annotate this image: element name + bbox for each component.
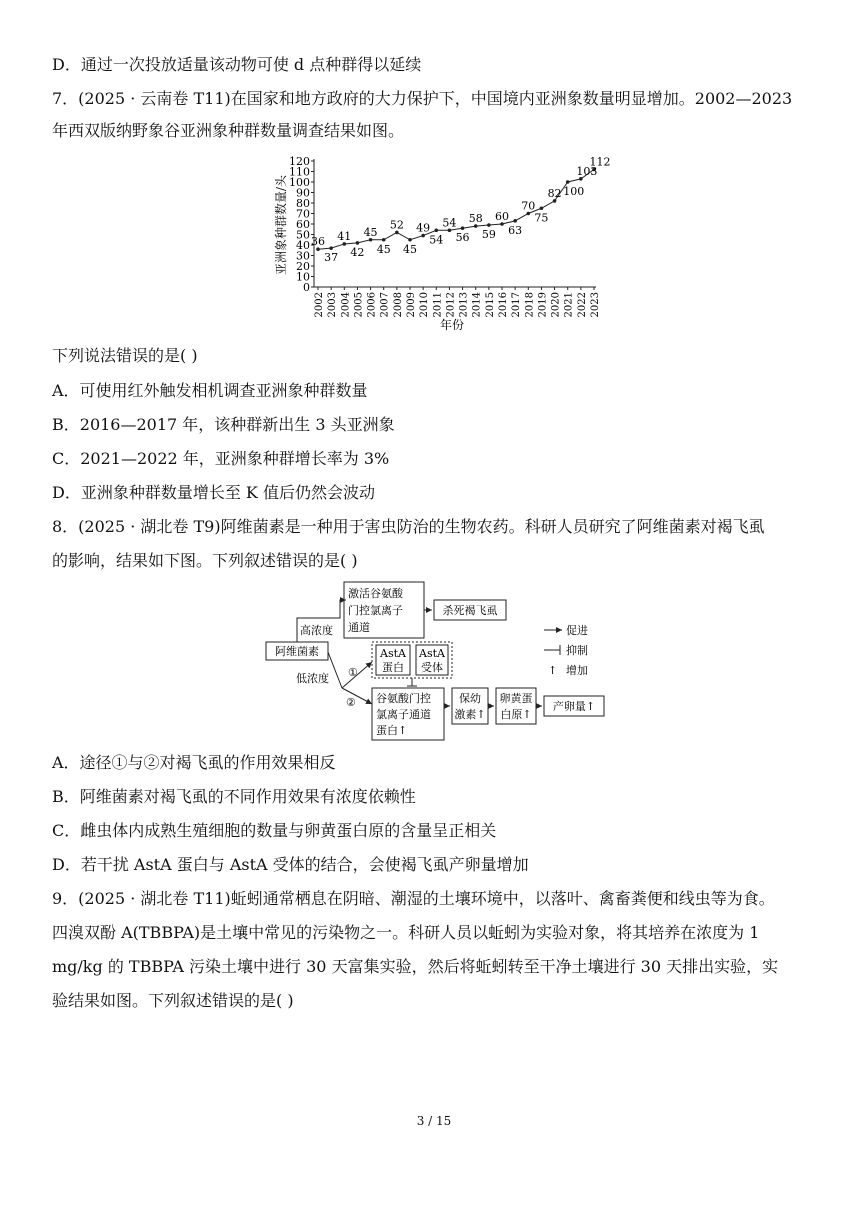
chart-y-tick-label: 90	[296, 186, 310, 200]
q7-question: 下列说法错误的是( )	[52, 346, 198, 365]
chart-data-label: 42	[350, 245, 365, 259]
chart-x-tick-label: 2021	[563, 292, 575, 318]
kill-label: 杀死褐飞虱	[442, 604, 498, 617]
chart-data-label: 58	[468, 212, 483, 226]
chart-data-label: 60	[495, 210, 509, 223]
chart-data-label: 103	[576, 164, 598, 178]
chart-y-tick-label: 0	[303, 281, 310, 294]
q9-stem-line4: 验结果如图。下列叙述错误的是( )	[52, 991, 294, 1010]
glu-protein-line3: 蛋白↑	[376, 724, 408, 737]
chart-x-tick-label: 2015	[484, 292, 496, 318]
chart-y-tick-label: 80	[296, 197, 310, 210]
chart-x-tick-label: 2012	[445, 292, 457, 318]
chart-data-label: 54	[429, 233, 444, 247]
chart-x-tick-label: 2017	[511, 292, 523, 318]
q8-stem-line1: 8．(2025 · 湖北卷 T9)阿维菌素是一种用于害虫防治的生物农药。科研人员研究了阿维菌素对褐飞虱	[52, 517, 765, 536]
chart-data-label: 112	[589, 155, 610, 169]
q9-stem-line3: mg/kg 的 TBBPA 污染土壤中进行 30 天富集实验，然后将蚯蚓转至干净土壤进行 30 天排出实验，实	[52, 957, 779, 976]
chart-data-label: 75	[534, 211, 549, 225]
chart-x-tick-label: 2005	[353, 292, 365, 318]
q8-option-a: A．途径①与②对褐飞虱的作用效果相反	[52, 753, 336, 772]
chart-y-tick-label: 50	[296, 228, 310, 242]
chart-data-point	[356, 241, 360, 245]
legend-promote-label: 促进	[566, 624, 588, 637]
activate-channel-line2: 门控氯离子	[348, 604, 403, 617]
population-chart	[270, 155, 610, 344]
q9-stem-line1: 9．(2025 · 湖北卷 T11)蚯蚓通常栖息在阴暗、潮湿的土壤环境中，以落叶、禽畜粪便和线虫等为食。	[52, 889, 775, 908]
chart-data-point	[487, 223, 491, 227]
egg-output-label: 产卵量↑	[552, 700, 596, 713]
q7-option-b: B．2016—2017 年，该种群新出生 3 头亚洲象	[52, 415, 395, 434]
q7-option-c: C．2021—2022 年，亚洲象种群增长率为 3%	[52, 449, 390, 468]
legend-increase-symbol: ↑	[548, 664, 558, 677]
vitellogenin-line2: 白原↑	[500, 708, 532, 721]
chart-x-tick-label: 2008	[392, 292, 404, 318]
q8-option-c: C．雌虫体内成熟生殖细胞的数量与卵黄蛋白原的含量呈正相关	[52, 821, 497, 840]
chart-data-label: 63	[508, 223, 523, 237]
chart-data-label: 45	[376, 242, 391, 256]
chart-data-label: 82	[547, 186, 562, 200]
q8-stem-line2: 的影响，结果如下图。下列叙述错误的是( )	[52, 551, 358, 570]
chart-y-tick-label: 30	[296, 249, 310, 263]
q7-option-a: A．可使用红外触发相机调查亚洲象种群数量	[52, 381, 368, 400]
chart-y-tick-label: 70	[296, 207, 310, 221]
q8-option-d: D．若干扰 AstA 蛋白与 AstA 受体的结合，会使褐飞虱产卵量增加	[52, 855, 529, 874]
vitellogenin-line1: 卵黄蛋	[499, 692, 533, 705]
activate-channel-line1: 激活谷氨酸	[348, 587, 403, 600]
juvenile-hormone-line2: 激素↑	[454, 708, 486, 721]
chart-x-tick-label: 2010	[419, 292, 431, 318]
chart-data-point	[434, 229, 438, 233]
asta-receptor-line2: 受体	[421, 661, 443, 674]
avermectin-label: 阿维菌素	[275, 645, 319, 658]
q7-stem-line1: 7．(2025 · 云南卷 T11)在国家和地方政府的大力保护下，中国境内亚洲象数量明显增加。2002—2023	[52, 89, 793, 108]
legend-inhibit-label: 抑制	[566, 644, 588, 657]
chart-data-label: 45	[403, 242, 417, 256]
path-2-label: ②	[346, 696, 356, 709]
chart-data-label: 45	[363, 225, 378, 239]
chart-x-tick-label: 2006	[366, 292, 378, 318]
q6-option-d: D．通过一次投放适量该动物可使 d 点种群得以延续	[52, 55, 422, 74]
chart-data-label: 54	[442, 216, 457, 230]
chart-data-label: 56	[455, 231, 470, 245]
population-chart-svg	[270, 155, 610, 340]
chart-y-tick-label: 110	[289, 165, 310, 179]
q7-stem-line2: 年西双版纳野象谷亚洲象种群数量调查结果如图。	[52, 121, 405, 140]
chart-data-label: 37	[324, 251, 339, 265]
glu-protein-line2: 氯离子通道	[376, 708, 431, 721]
chart-data-label: 41	[337, 229, 352, 243]
page-number: 3 / 15	[416, 1114, 452, 1128]
high-concentration-label: 高浓度	[300, 624, 333, 637]
chart-data-point	[382, 238, 386, 242]
chart-data-point	[461, 226, 465, 230]
chart-y-tick-label: 120	[289, 155, 310, 168]
chart-x-tick-label: 2003	[327, 292, 339, 318]
chart-y-tick-label: 10	[296, 270, 310, 284]
chart-data-label: 59	[481, 228, 496, 242]
chart-x-tick-label: 2023	[590, 292, 601, 318]
chart-x-tick-label: 2018	[524, 292, 536, 318]
chart-x-tick-label: 2004	[340, 292, 352, 318]
asta-receptor-line1: AstA	[419, 647, 445, 660]
chart-data-point	[540, 206, 544, 210]
chart-x-tick-label: 2002	[314, 292, 325, 318]
activate-channel-line3: 通道	[348, 621, 370, 634]
chart-data-label: 49	[416, 221, 431, 235]
chart-data-label: 100	[563, 185, 585, 198]
q9-stem-line2: 四溴双酚 A(TBBPA)是土壤中常见的污染物之一。科研人员以蚯蚓为实验对象，将其培养在浓度为 1	[52, 923, 760, 942]
avermectin-diagram-svg	[262, 578, 612, 744]
chart-y-tick-label: 40	[296, 239, 310, 252]
path-1-label: ①	[348, 666, 358, 679]
asta-protein-line2: 蛋白	[382, 661, 404, 674]
chart-data-label: 70	[521, 199, 536, 213]
legend-increase-label: 增加	[566, 664, 588, 677]
asta-protein-line1: AstA	[380, 647, 406, 660]
chart-x-tick-label: 2020	[550, 292, 562, 318]
chart-data-label: 52	[389, 218, 404, 232]
chart-y-tick-label: 20	[296, 260, 310, 273]
chart-data-point	[408, 238, 412, 242]
juvenile-hormone-line1: 保幼	[459, 692, 481, 705]
chart-x-axis-label: 年份	[439, 318, 465, 332]
chart-x-tick-label: 2009	[406, 292, 417, 318]
chart-x-tick-label: 2014	[471, 292, 483, 318]
chart-data-label: 36	[311, 235, 325, 249]
q8-option-b: B．阿维菌素对褐飞虱的不同作用效果有浓度依赖性	[52, 787, 416, 806]
chart-data-point	[513, 219, 517, 223]
q7-option-d: D．亚洲象种群数量增长至 K 值后仍然会波动	[52, 483, 375, 502]
chart-x-tick-label: 2019	[537, 292, 549, 318]
glu-protein-line1: 谷氨酸门控	[376, 692, 431, 705]
low-concentration-label: 低浓度	[296, 672, 329, 685]
chart-x-tick-label: 2016	[498, 292, 509, 318]
chart-x-tick-label: 2007	[379, 292, 391, 318]
chart-x-tick-label: 2011	[432, 292, 444, 318]
chart-y-axis-label: 亚洲象种群数量/头	[274, 174, 288, 276]
chart-data-point	[566, 180, 570, 184]
chart-data-point	[329, 246, 333, 250]
chart-y-tick-label: 60	[296, 218, 310, 231]
chart-y-tick-label: 100	[289, 176, 310, 189]
chart-x-tick-label: 2022	[576, 292, 588, 318]
chart-x-tick-label: 2013	[458, 292, 470, 318]
avermectin-diagram	[262, 578, 612, 748]
